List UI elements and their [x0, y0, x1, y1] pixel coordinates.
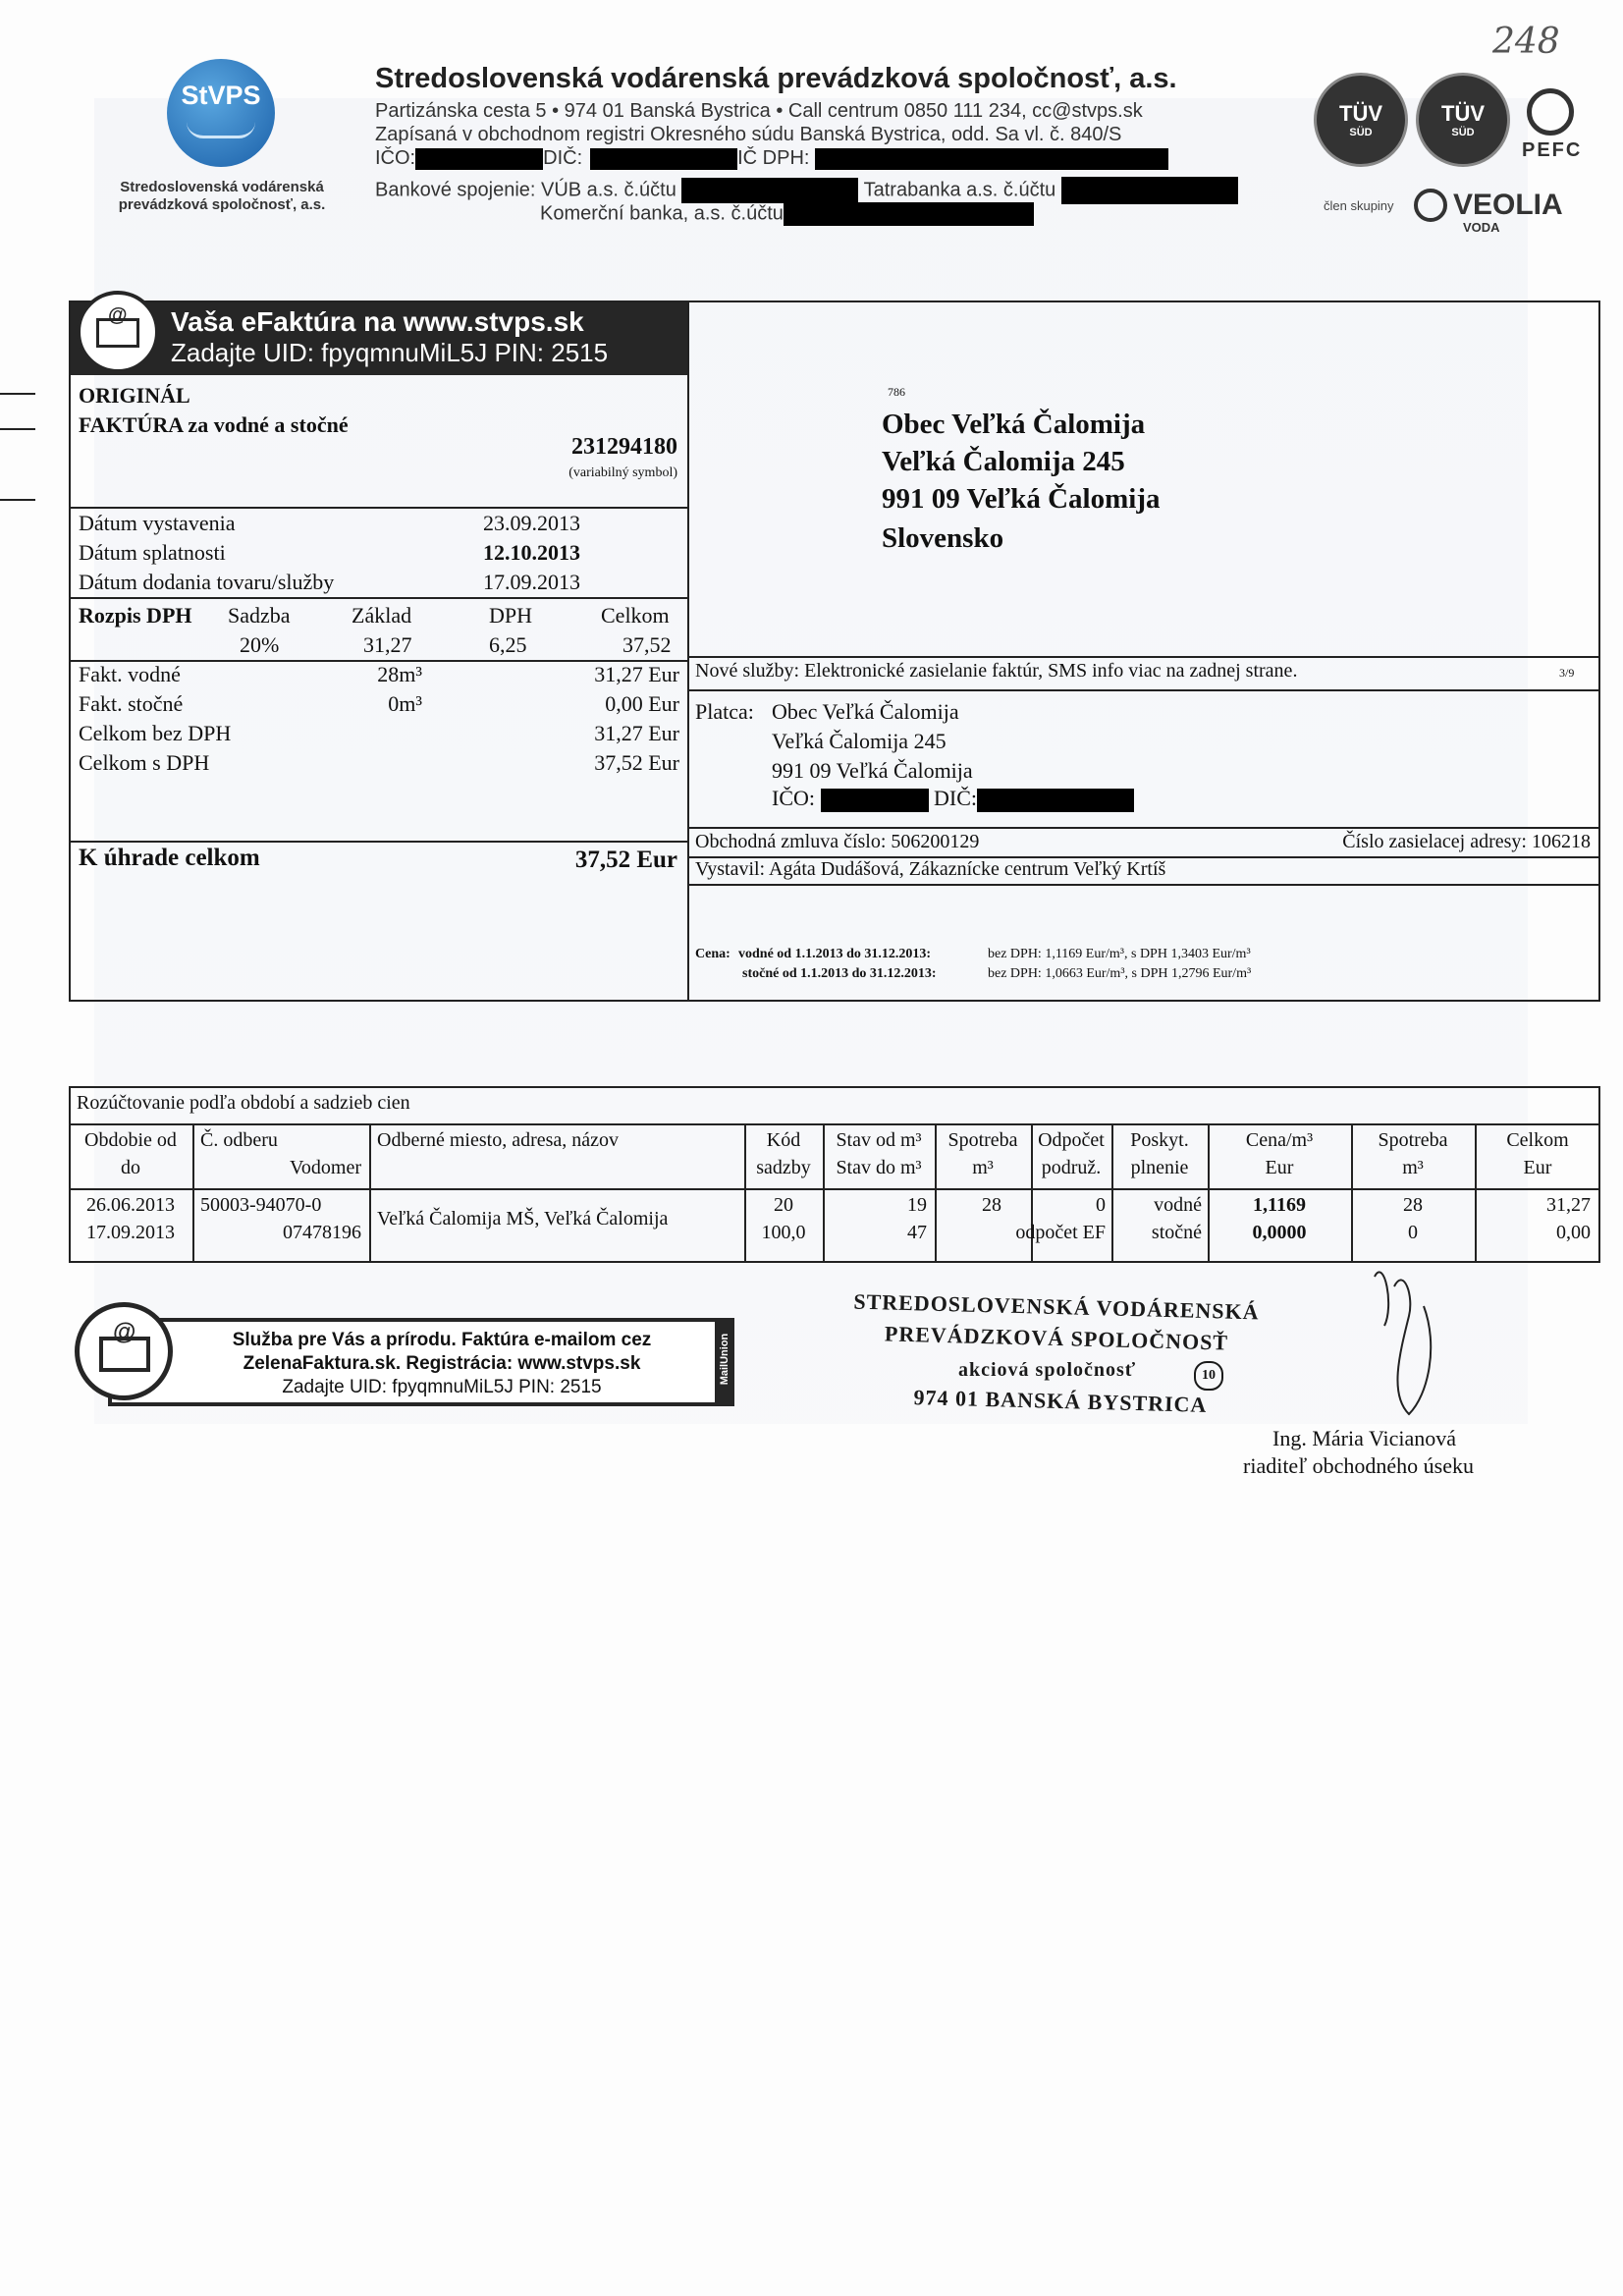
breakdown-column-line	[369, 1123, 371, 1263]
bank-label-3: Komerční banka, a.s. č.účtu	[540, 202, 784, 225]
redacted-icdph	[815, 148, 1168, 170]
logo-caption-2: prevádzková spoločnosť, a.s.	[118, 196, 326, 213]
pefc-label: PEFC	[1522, 139, 1583, 161]
item-qty: 0m³	[388, 691, 422, 716]
breakdown-header: plnenie	[1130, 1157, 1189, 1178]
item-value: 37,52 Eur	[594, 750, 679, 775]
consumption: 28	[982, 1194, 1001, 1216]
breakdown-title: Rozúčtovanie podľa období a sadzieb cien	[77, 1092, 410, 1114]
company-logo	[167, 59, 275, 167]
divider-r5	[687, 884, 1600, 886]
margin-mark	[0, 428, 35, 430]
item-label: Fakt. stočné	[79, 691, 184, 716]
point-number: 50003-94070-0	[200, 1194, 322, 1216]
breakdown-header: sadzby	[756, 1157, 811, 1178]
breakdown-title-line	[69, 1123, 1600, 1125]
breakdown-header: Eur	[1523, 1157, 1552, 1178]
total-1: 31,27	[1546, 1194, 1591, 1216]
state-from: 19	[907, 1194, 927, 1216]
meter-number: 07478196	[283, 1222, 361, 1243]
price-1: 1,1169	[1253, 1194, 1306, 1216]
payer-line-3: 991 09 Veľká Čalomija	[772, 758, 973, 783]
address-number: Číslo zasielacej adresy: 106218	[1342, 831, 1591, 852]
date-label: Dátum dodania tovaru/služby	[79, 570, 335, 594]
price-1-value: bez DPH: 1,1169 Eur/m³, s DPH 1,3403 Eur/m³	[988, 947, 1251, 961]
item-label: Celkom bez DPH	[79, 721, 232, 745]
vat-rate-header: Sadzba	[228, 603, 291, 628]
company-bank-1	[375, 177, 1238, 204]
promo-mail-icon: @	[75, 1302, 173, 1400]
logo-text: StVPS	[181, 81, 261, 110]
item-label: Fakt. vodné	[79, 662, 181, 686]
breakdown-header: Celkom	[1506, 1129, 1569, 1151]
divider-1	[69, 507, 689, 509]
bank-label-1: Bankové spojenie: VÚB a.s. č.účtu	[375, 179, 676, 201]
breakdown-header: Obdobie od	[84, 1129, 177, 1151]
veolia-sub: VODA	[1463, 220, 1500, 235]
redacted-ico	[415, 148, 543, 170]
tuv-cert-2	[1416, 73, 1510, 167]
breakdown-header: Eur	[1265, 1157, 1294, 1178]
promo-line-2: ZelenaFaktura.sk. Registrácia: www.stvps.sk	[243, 1353, 641, 1374]
date-value: 12.10.2013	[483, 540, 580, 565]
service-2: stočné	[1151, 1222, 1202, 1243]
divider-r3	[687, 827, 1600, 829]
breakdown-header: Kód	[766, 1129, 801, 1151]
deduction: 0	[1096, 1194, 1106, 1216]
tuv-sub-2: SÜD	[1451, 127, 1475, 138]
vat-vat-header: DPH	[489, 603, 533, 628]
breakdown-header: Poskyt.	[1130, 1129, 1189, 1151]
signature-name: Ing. Mária Vicianová	[1272, 1426, 1457, 1450]
pefc-tree-icon	[1527, 88, 1574, 136]
divider-4	[69, 841, 689, 843]
breakdown-header: Spotreba	[1378, 1129, 1448, 1151]
date-label: Dátum vystavenia	[79, 511, 236, 535]
breakdown-header: Odpočet	[1038, 1129, 1105, 1151]
recipient-line-1: Obec Veľká Čalomija	[882, 409, 1146, 440]
stamp-line-3: akciová spoločnosť	[958, 1359, 1137, 1381]
original-label: ORIGINÁL	[79, 383, 190, 408]
icdph-label: IČ DPH:	[737, 147, 810, 169]
payer-line-2: Veľká Čalomija 245	[772, 729, 947, 753]
member-label: člen skupiny	[1324, 198, 1394, 213]
total-2: 0,00	[1556, 1222, 1591, 1243]
margin-mark	[0, 499, 35, 501]
company-name: Stredoslovenská vodárenská prevádzková spoločnosť, a.s.	[375, 63, 1177, 94]
service-1: vodné	[1154, 1194, 1202, 1216]
veolia-label: VEOLIA	[1453, 189, 1563, 221]
breakdown-header: Cena/m³	[1245, 1129, 1314, 1151]
divider-r2	[687, 689, 1600, 691]
bank-label-2: Tatrabanka a.s. č.účtu	[863, 179, 1056, 201]
vat-total-header: Celkom	[601, 603, 670, 628]
page-code: 3/9	[1559, 666, 1575, 680]
tuv-text-2: TÜV	[1441, 101, 1485, 126]
new-services: Nové služby: Elektronické zasielanie faktúr, SMS info viac na zadnej strane.	[695, 660, 1298, 682]
recipient-line-2: Veľká Čalomija 245	[882, 446, 1125, 477]
recipient-line-4: Slovensko	[882, 522, 1004, 554]
breakdown-header: podruž.	[1041, 1157, 1102, 1178]
contract-number: Obchodná zmluva číslo: 506200129	[695, 831, 980, 852]
vat-label: Rozpis DPH	[79, 603, 192, 628]
logo-caption-1: Stredoslovenská vodárenská	[120, 179, 324, 195]
invoice-number-caption: (variabilný symbol)	[568, 465, 677, 480]
price-2-value: bez DPH: 1,0663 Eur/m³, s DPH 1,2796 Eur/m³	[988, 966, 1252, 981]
breakdown-header-line	[69, 1188, 1600, 1190]
company-registry: Zapísaná v obchodnom registri Okresného súdu Banská Bystrica, odd. Sa vl. č. 840/S	[375, 124, 1122, 145]
signature-role: riaditeľ obchodného úseku	[1243, 1453, 1474, 1478]
redacted-dic	[590, 148, 737, 170]
promo-line-3: Zadajte UID: fpyqmnuMiL5J PIN: 2515	[282, 1377, 602, 1397]
redacted-bank-3	[784, 202, 1034, 226]
recipient-line-3: 991 09 Veľká Čalomija	[882, 483, 1161, 515]
redacted-payer-dic	[977, 789, 1134, 812]
company-ids	[375, 147, 1168, 170]
vat-total: 37,52	[622, 632, 672, 657]
payer-ids	[772, 786, 1134, 812]
period-from: 26.06.2013	[86, 1194, 175, 1216]
price-2-label: stočné od 1.1.2013 do 31.12.2013:	[742, 966, 937, 981]
invoice-right-box	[687, 301, 1600, 1002]
due-value: 37,52 Eur	[574, 847, 677, 873]
deduction-note: odpočet EF	[1015, 1222, 1106, 1243]
price-1-label: vodné od 1.1.2013 do 31.12.2013:	[738, 947, 932, 961]
period-to: 17.09.2013	[86, 1222, 175, 1243]
efaktura-line-2: Zadajte UID: fpyqmnuMiL5J PIN: 2515	[171, 338, 609, 367]
payer-dic-label: DIČ:	[934, 786, 977, 810]
vat-base-header: Základ	[352, 603, 412, 628]
invoice-title: FAKTÚRA za vodné a stočné	[79, 412, 349, 437]
issued-by: Vystavil: Agáta Dudášová, Zákaznícke centrum Veľký Krtíš	[695, 858, 1166, 880]
item-label: Celkom s DPH	[79, 750, 210, 775]
consumption-2a: 28	[1403, 1194, 1423, 1216]
stamp-line-2: PREVÁDZKOVÁ SPOLOČNOSŤ	[884, 1321, 1229, 1355]
recipient-code: 786	[888, 385, 905, 399]
date-value: 17.09.2013	[483, 570, 580, 594]
divider-r1	[687, 656, 1600, 658]
date-value: 23.09.2013	[483, 511, 580, 535]
stamp-number: 10	[1194, 1361, 1223, 1391]
tuv-cert-1	[1314, 73, 1408, 167]
stamp-line-1: STREDOSLOVENSKÁ VODÁRENSKÁ	[853, 1288, 1260, 1325]
company-address: Partizánska cesta 5 • 974 01 Banská Bystrica • Call centrum 0850 111 234, cc@stvps.sk	[375, 100, 1143, 122]
code-2: 100,0	[761, 1222, 806, 1243]
code-1: 20	[774, 1194, 793, 1216]
ico-label: IČO:	[375, 147, 416, 169]
breakdown-header: Spotreba	[947, 1129, 1018, 1151]
divider-2	[69, 597, 689, 599]
payer-ico-label: IČO:	[772, 786, 815, 810]
breakdown-header: Stav do m³	[836, 1157, 922, 1178]
item-value: 0,00 Eur	[605, 691, 679, 716]
stamp-line-4: 974 01 BANSKÁ BYSTRICA	[913, 1385, 1208, 1417]
redacted-bank-1	[681, 178, 858, 203]
payer-label: Platca:	[695, 699, 754, 724]
payer-line-1: Obec Veľká Čalomija	[772, 699, 959, 724]
vat-amount: 6,25	[489, 632, 527, 657]
promo-line-1: Služba pre Vás a prírodu. Faktúra e-mailom cez	[232, 1330, 652, 1350]
item-qty: 28m³	[377, 662, 422, 686]
mailunion-label: MailUnion	[719, 1333, 730, 1386]
breakdown-header: Vodomer	[290, 1157, 361, 1178]
signature-drawing	[1355, 1247, 1453, 1424]
veolia-icon	[1414, 189, 1447, 222]
breakdown-header: do	[121, 1157, 140, 1178]
due-label: K úhrade celkom	[79, 845, 260, 871]
item-value: 31,27 Eur	[594, 662, 679, 686]
vat-rate: 20%	[240, 632, 280, 657]
breakdown-header: m³	[972, 1157, 994, 1178]
handwritten-number: 248	[1492, 22, 1560, 62]
breakdown-header: Č. odberu	[200, 1129, 278, 1151]
mailunion-badge	[715, 1320, 734, 1404]
dic-label: DIČ:	[543, 147, 583, 169]
efaktura-line-1: Vaša eFaktúra na www.stvps.sk	[171, 306, 584, 337]
redacted-payer-ico	[821, 789, 929, 812]
place-name: Veľká Čalomija MŠ, Veľká Čalomija	[377, 1208, 669, 1230]
date-label: Dátum splatnosti	[79, 540, 226, 565]
state-to: 47	[907, 1222, 927, 1243]
tuv-text-1: TÜV	[1339, 101, 1382, 126]
margin-mark	[0, 393, 35, 395]
breakdown-header: Stav od m³	[836, 1129, 922, 1151]
price-2: 0,0000	[1252, 1222, 1307, 1243]
price-label: Cena:	[695, 947, 730, 961]
redacted-bank-2	[1061, 177, 1238, 204]
consumption-2b: 0	[1408, 1222, 1418, 1243]
breakdown-header: Odberné miesto, adresa, názov	[377, 1129, 620, 1151]
wave-icon	[187, 122, 255, 138]
breakdown-header: m³	[1402, 1157, 1424, 1178]
tuv-sub-1: SÜD	[1349, 127, 1373, 138]
mail-icon: @	[77, 291, 159, 373]
invoice-number: 231294180	[571, 434, 677, 460]
vat-base: 31,27	[363, 632, 412, 657]
item-value: 31,27 Eur	[594, 721, 679, 745]
company-bank-3	[540, 202, 1034, 226]
